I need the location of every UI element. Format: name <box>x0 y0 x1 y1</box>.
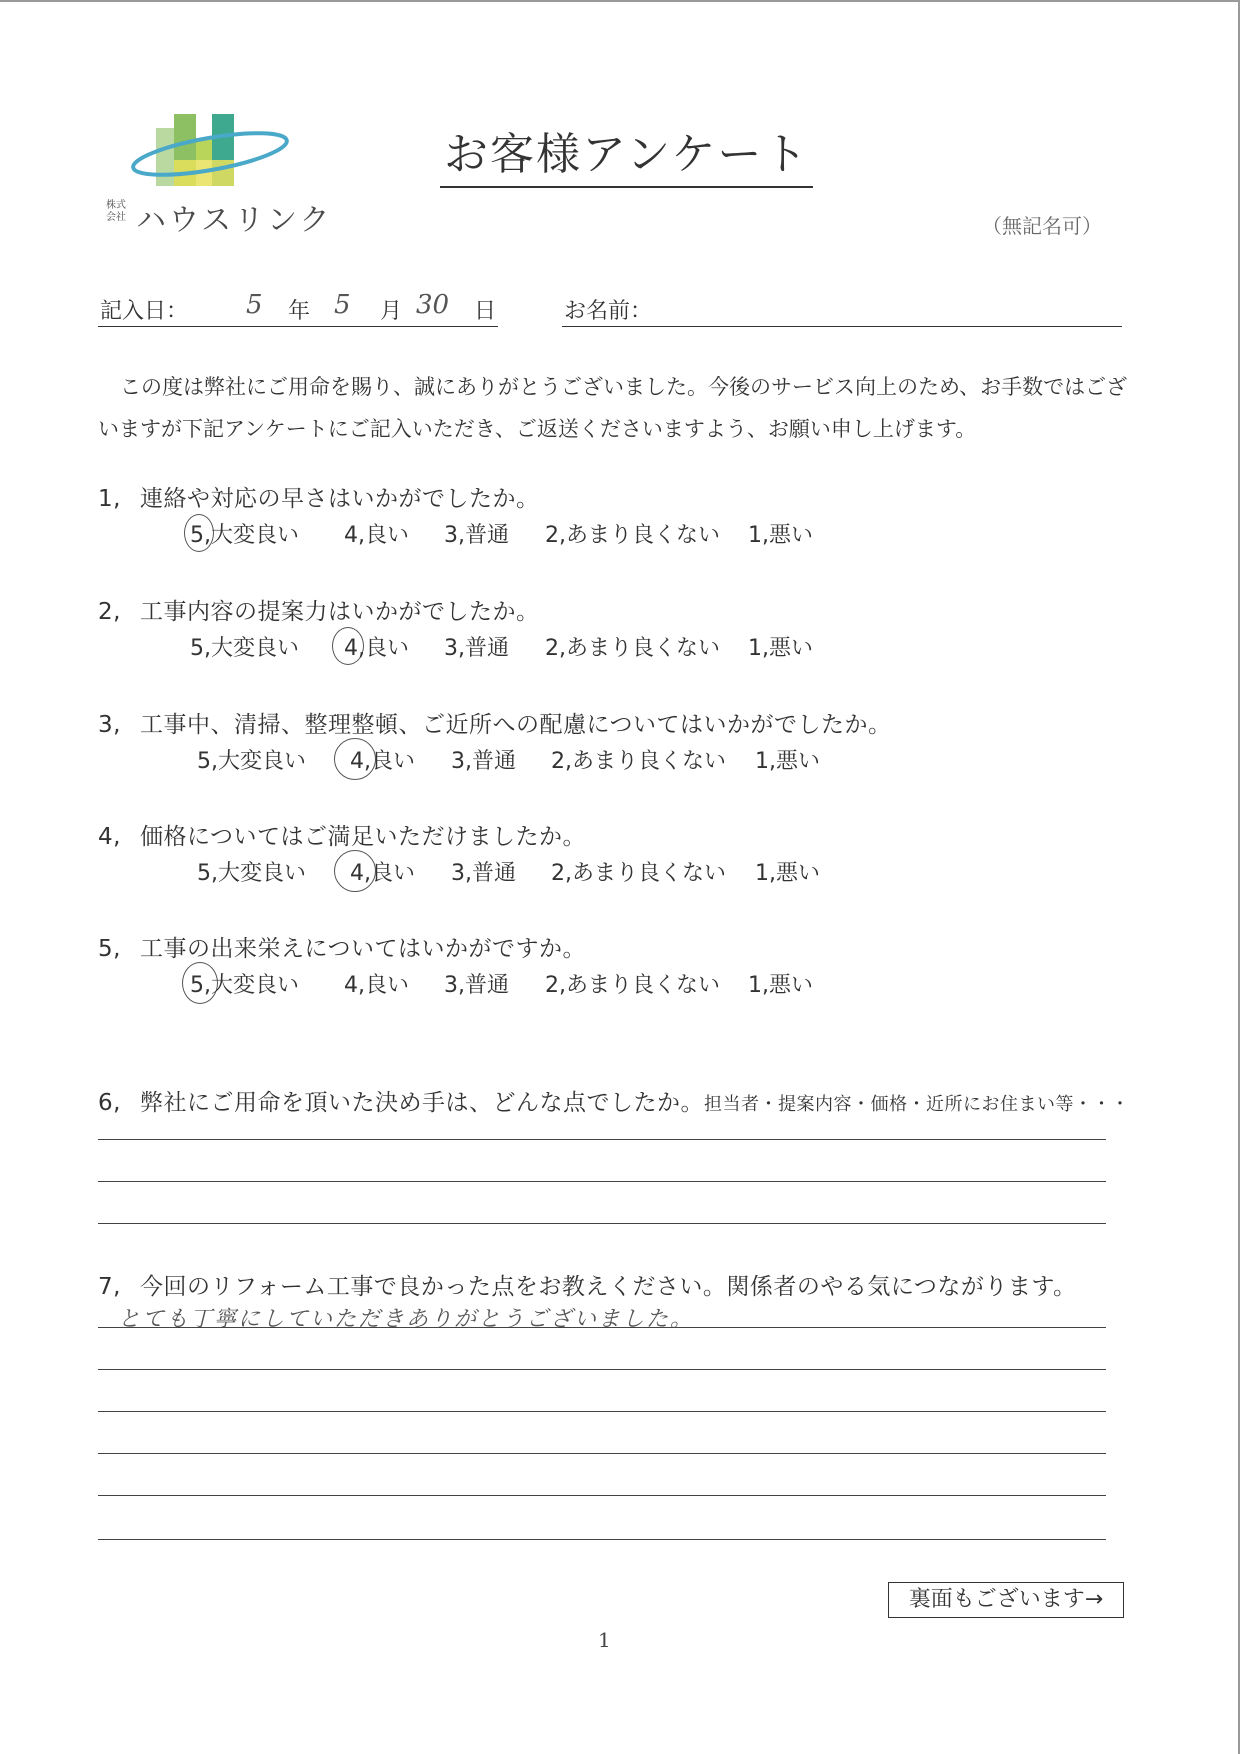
option-4[interactable]: 4,良い <box>350 749 415 774</box>
name-field[interactable] <box>562 290 1122 327</box>
answer-line <box>98 1139 1106 1140</box>
date-year-value: 5 <box>246 290 263 320</box>
option-5[interactable]: 5,大変良い <box>197 861 306 886</box>
question-5 <box>98 930 586 963</box>
date-day-value: 30 <box>416 290 450 320</box>
option-1[interactable]: 1,悪い <box>748 636 813 661</box>
question-text: 工事内容の提案力はいかがでしたか。 <box>140 599 540 625</box>
option-1[interactable]: 1,悪い <box>755 749 820 774</box>
option-2[interactable]: 2,あまり良くない <box>551 749 726 774</box>
question-1 <box>98 480 540 513</box>
intro-text: この度は弊社にご用命を賜り、誠にありがとうございました。今後のサービス向上のため、お手数ではございますが下記アンケートにご記入いただき、ご返送くださいますよう、お願い申し上げます。 <box>98 375 1128 441</box>
reverse-side-note: 裏面もございます→ <box>888 1582 1124 1618</box>
option-1[interactable]: 1,悪い <box>748 523 813 548</box>
date-month-value: 5 <box>334 290 351 320</box>
option-5[interactable]: 5,大変良い <box>190 523 299 548</box>
option-2[interactable]: 2,あまり良くない <box>545 523 720 548</box>
date-field[interactable] <box>98 290 498 327</box>
question-number: 2, <box>98 599 121 625</box>
page-number: 1 <box>598 1628 611 1652</box>
answer-line <box>98 1327 1106 1328</box>
question-number: 4, <box>98 824 121 850</box>
date-day-label: 日 <box>474 299 497 324</box>
question-number: 5, <box>98 936 121 962</box>
question-3-options <box>0 744 1240 778</box>
company-type-label: 株式会社 <box>106 200 126 223</box>
option-4[interactable]: 4,良い <box>344 636 409 661</box>
question-text: 今回のリフォーム工事で良かった点をお教えください。関係者のやる気につながります。 <box>140 1274 1077 1300</box>
option-1[interactable]: 1,悪い <box>748 973 813 998</box>
question-text: 連絡や対応の早さはいかがでしたか。 <box>140 486 540 512</box>
question-text: 価格についてはご満足いただけましたか。 <box>140 824 587 850</box>
question-text: 工事中、清掃、整理整頓、ご近所への配慮についてはいかがでしたか。 <box>140 712 892 738</box>
option-4[interactable]: 4,良い <box>344 973 409 998</box>
question-7 <box>98 1268 1077 1301</box>
question-text: 工事の出来栄えについてはいかがですか。 <box>140 936 587 962</box>
option-3[interactable]: 3,普通 <box>451 861 516 886</box>
option-3[interactable]: 3,普通 <box>444 973 509 998</box>
question-2 <box>98 593 540 626</box>
question-4-options <box>0 856 1240 890</box>
option-3[interactable]: 3,普通 <box>444 636 509 661</box>
question-number: 1, <box>98 486 121 512</box>
question-3 <box>98 706 892 739</box>
answer-line <box>98 1223 1106 1224</box>
date-label: 記入日： <box>100 299 189 324</box>
option-2[interactable]: 2,あまり良くない <box>551 861 726 886</box>
option-2[interactable]: 2,あまり良くない <box>545 636 720 661</box>
option-5[interactable]: 5,大変良い <box>190 636 299 661</box>
question-number: 6, <box>98 1090 121 1116</box>
date-month-label: 月 <box>380 299 403 324</box>
answer-line <box>98 1411 1106 1412</box>
answer-line <box>98 1453 1106 1454</box>
option-2[interactable]: 2,あまり良くない <box>545 973 720 998</box>
question-number: 3, <box>98 712 121 738</box>
anonymous-note: （無記名可） <box>982 214 1102 238</box>
question-4 <box>98 818 586 851</box>
option-1[interactable]: 1,悪い <box>755 861 820 886</box>
option-5[interactable]: 5,大変良い <box>190 973 299 998</box>
option-3[interactable]: 3,普通 <box>444 523 509 548</box>
option-3[interactable]: 3,普通 <box>451 749 516 774</box>
q7-answer-text[interactable]: とても丁寧にしていただきありがとうございました。 <box>118 1307 695 1332</box>
name-label: お名前： <box>564 299 653 324</box>
question-5-options <box>0 968 1240 1002</box>
option-5[interactable]: 5,大変良い <box>197 749 306 774</box>
company-name: ハウスリンク <box>136 203 333 238</box>
option-4[interactable]: 4,良い <box>344 523 409 548</box>
answer-line <box>98 1369 1106 1370</box>
option-4[interactable]: 4,良い <box>350 861 415 886</box>
page-border-top <box>0 0 1240 2</box>
question-1-options <box>0 518 1240 552</box>
page-title: お客様アンケート <box>440 118 813 188</box>
date-year-label: 年 <box>288 299 311 324</box>
question-2-options <box>0 631 1240 665</box>
answer-line <box>98 1181 1106 1182</box>
question-6 <box>98 1084 1130 1117</box>
question-number: 7, <box>98 1274 121 1300</box>
answer-line <box>98 1495 1106 1496</box>
question-hint: 担当者・提案内容・価格・近所にお住まい等・・・ <box>704 1094 1130 1115</box>
question-text: 弊社にご用命を頂いた決め手は、どんな点でしたか。 <box>140 1090 704 1116</box>
answer-line <box>98 1539 1106 1540</box>
